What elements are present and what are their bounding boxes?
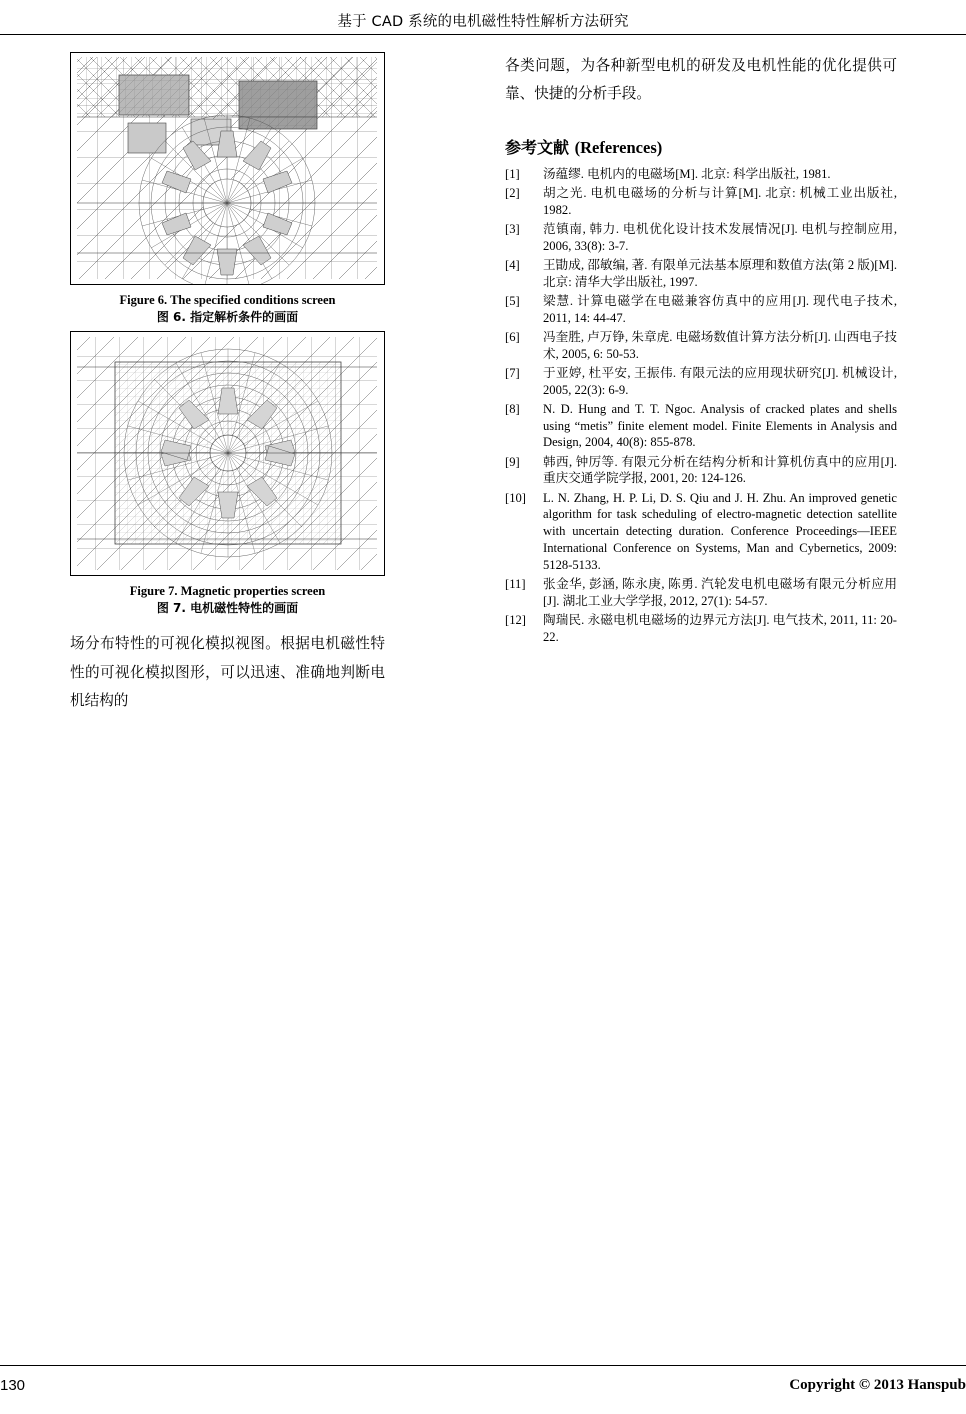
- reference-number: [1]: [505, 166, 520, 181]
- reference-text: 王勖成, 邵敏编, 著. 有限单元法基本原理和数值方法(第 2 版)[M]. 北京: 清华大学出版社, 1997.: [543, 258, 897, 289]
- reference-item: [505, 454, 897, 487]
- mesh-diagram-magnetic: [71, 332, 384, 575]
- reference-text: 陶瑞民. 永磁电机电磁场的边界元方法[J]. 电气技术, 2011, 11: 20-22.: [543, 612, 897, 644]
- reference-text: 胡之光. 电机电磁场的分析与计算[M]. 北京: 机械工业出版社, 1982.: [543, 186, 897, 217]
- reference-item: [505, 490, 897, 574]
- reference-item: [505, 293, 897, 326]
- reference-number: [3]: [505, 222, 520, 237]
- reference-number: [10]: [505, 490, 526, 505]
- copyright-notice: Copyright © 2013 Hanspub: [789, 1377, 966, 1393]
- header-rule: [0, 34, 966, 35]
- reference-text: 范镇南, 韩力. 电机优化设计技术发展情况[J]. 电机与控制应用, 2006, 33(8): 3-7.: [543, 222, 897, 253]
- page-number: 130: [0, 1377, 26, 1394]
- running-head: 基于 CAD 系统的电机磁性特性解析方法研究: [337, 14, 629, 30]
- reference-text: L. N. Zhang, H. P. Li, D. S. Qiu and J. H. Zhu. An improved genetic algorithm for task scheduling of electro-magnetic detection satellite with uncertain detecting duration. Conference Proceedings—IEEE International Conference on Systems, Man and Cybernetics, 2009: 5128-5133.: [543, 490, 897, 572]
- left-body-paragraph: 场分布特性的可视化模拟视图。根据电机磁性特性的可视化模拟图形，可以迅速、准确地判断电机结构的: [70, 635, 385, 710]
- reference-number: [2]: [505, 186, 520, 201]
- references-heading: [505, 135, 897, 158]
- right-body-paragraph: 各类问题，为各种新型电机的研发及电机性能的优化提供可靠、快捷的分析手段。: [505, 57, 897, 103]
- figure-6-caption: [70, 292, 385, 325]
- reference-number: [5]: [505, 294, 520, 309]
- reference-number: [9]: [505, 454, 520, 469]
- reference-item: [505, 221, 897, 254]
- reference-text: 梁慧. 计算电磁学在电磁兼容仿真中的应用[J]. 现代电子技术, 2011, 14: 44-47.: [543, 294, 897, 325]
- footer-rule: [0, 1365, 966, 1366]
- figure-7-caption-en: Figure 7. Magnetic properties screen: [129, 584, 326, 599]
- figure-7-image: [70, 331, 385, 576]
- reference-text: 汤蕴缪. 电机内的电磁场[M]. 北京: 科学出版社, 1981.: [543, 166, 831, 181]
- figure-7-caption-cn: 图 7. 电机磁性特性的画面: [156, 600, 299, 615]
- figure-6-caption-en: Figure 6. The specified conditions screen: [119, 293, 336, 307]
- reference-number: [8]: [505, 401, 520, 416]
- reference-item: [505, 401, 897, 451]
- reference-item: [505, 185, 897, 218]
- reference-number: [11]: [505, 576, 526, 591]
- reference-number: [12]: [505, 612, 526, 627]
- reference-item: [505, 329, 897, 362]
- left-column: [70, 52, 385, 715]
- mesh-diagram-conditions: [71, 53, 384, 284]
- reference-item: [505, 576, 897, 609]
- reference-item: [505, 612, 897, 645]
- figure-6-caption-cn: 图 6. 指定解析条件的画面: [156, 309, 299, 324]
- reference-item: [505, 257, 897, 290]
- reference-text: 冯奎胜, 卢万铮, 朱章虎. 电磁场数值计算方法分析[J]. 山西电子技术, 2005, 6: 50-53.: [543, 330, 897, 361]
- reference-text: 张金华, 彭涵, 陈永庚, 陈勇. 汽轮发电机电磁场有限元分析应用[J]. 湖北工业大学学报, 2012, 27(1): 54-57.: [543, 576, 897, 608]
- reference-number: [7]: [505, 365, 520, 380]
- reference-text: 韩西, 钟厉等. 有限元分析在结构分析和计算机仿真中的应用[J]. 重庆交通学院学报, 2001, 20: 124-126.: [543, 454, 897, 486]
- references-heading-en: (References): [574, 137, 663, 157]
- reference-text: N. D. Hung and T. T. Ngoc. Analysis of cracked plates and shells using “metis” finite element model. Finite Elements in Analysis and Design, 2004, 40(8): 855-878.: [543, 401, 897, 450]
- reference-number: [6]: [505, 330, 520, 345]
- figure-6-image: [70, 52, 385, 285]
- reference-number: [4]: [505, 258, 520, 273]
- reference-item: [505, 365, 897, 398]
- figure-7-caption: [70, 583, 385, 616]
- reference-text: 于亚婷, 杜平安, 王振伟. 有限元法的应用现状研究[J]. 机械设计, 2005, 22(3): 6-9.: [543, 365, 897, 397]
- references-list: [505, 166, 897, 645]
- right-column: [505, 52, 897, 648]
- references-heading-cn: 参考文献: [505, 137, 570, 157]
- reference-item: [505, 166, 897, 183]
